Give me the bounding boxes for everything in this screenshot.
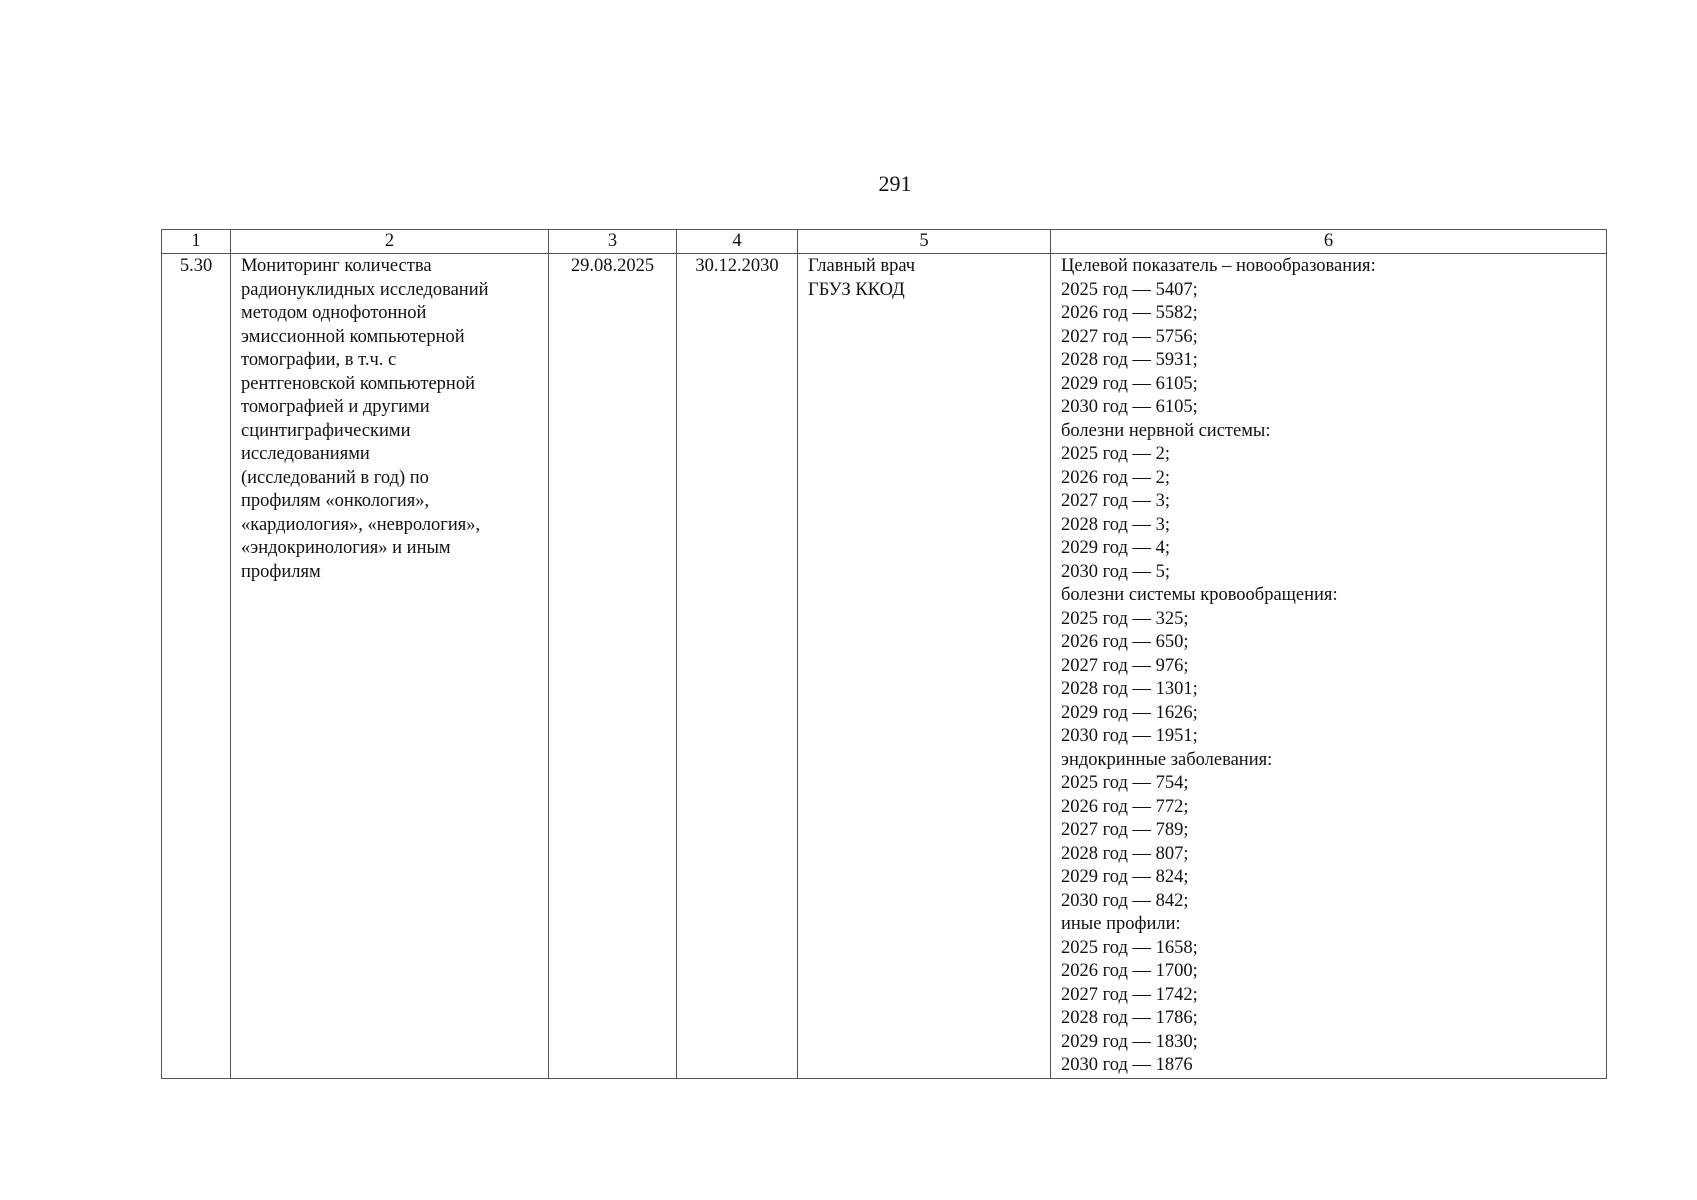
item-number-cell bbox=[162, 254, 231, 1079]
description-line: радионуклидных исследований bbox=[241, 279, 489, 300]
indicator-line: болезни нервной системы: bbox=[1061, 420, 1271, 441]
indicator-line: 2028 год — 1301; bbox=[1061, 679, 1198, 699]
start-date-cell bbox=[549, 254, 677, 1079]
indicator-line: 2027 год — 1742; bbox=[1061, 984, 1198, 1005]
description-line: томографией и другими bbox=[241, 397, 430, 417]
description-line: томографии, в т.ч. с bbox=[241, 350, 397, 370]
indicator-line: 2030 год — 1951; bbox=[1061, 726, 1198, 746]
indicator-line: 2029 год — 6105; bbox=[1061, 373, 1198, 394]
description-cell bbox=[231, 254, 549, 1079]
page-number: 291 bbox=[878, 171, 912, 196]
indicator-line: 2029 год — 1830; bbox=[1061, 1031, 1198, 1052]
column-number-row bbox=[162, 230, 1607, 254]
indicator-line: эндокринные заболевания: bbox=[1061, 749, 1273, 770]
description-line: Мониторинг количества bbox=[241, 256, 432, 276]
description-line: методом однофотонной bbox=[241, 303, 427, 323]
indicator-line: иные профили: bbox=[1061, 914, 1181, 934]
indicator-cell bbox=[1051, 254, 1607, 1079]
start-date: 29.08.2025 bbox=[570, 256, 655, 276]
column-number: 2 bbox=[231, 230, 549, 254]
indicator-line: Целевой показатель – новообразования: bbox=[1061, 256, 1376, 276]
description-line: профилям bbox=[241, 561, 321, 582]
indicator-line: 2026 год — 1700; bbox=[1061, 961, 1198, 981]
indicator-line: 2030 год — 842; bbox=[1061, 890, 1189, 911]
description-line: профилям «онкология», bbox=[241, 491, 430, 511]
plan-table bbox=[161, 229, 1607, 1079]
column-number: 6 bbox=[1051, 230, 1607, 254]
indicator-line: 2026 год — 2; bbox=[1061, 467, 1171, 488]
indicator-line: 2029 год — 4; bbox=[1061, 538, 1171, 558]
indicator-line: 2028 год — 1786; bbox=[1061, 1008, 1198, 1028]
description-line: исследованиями bbox=[241, 444, 370, 464]
indicator-line: 2027 год — 789; bbox=[1061, 820, 1189, 840]
indicator-line: 2027 год — 976; bbox=[1061, 655, 1189, 676]
column-number: 4 bbox=[677, 230, 798, 254]
indicator-line: 2029 год — 1626; bbox=[1061, 702, 1198, 723]
responsible-line: ГБУЗ ККОД bbox=[808, 279, 905, 300]
indicator-line: 2029 год — 824; bbox=[1061, 867, 1189, 887]
indicator-line: 2025 год — 2; bbox=[1061, 444, 1171, 464]
indicator-line: 2027 год — 5756; bbox=[1061, 326, 1198, 347]
column-number: 5 bbox=[798, 230, 1051, 254]
description-line: эмиссионной компьютерной bbox=[241, 326, 465, 347]
indicator-line: болезни системы кровообращения: bbox=[1061, 585, 1338, 605]
indicator-line: 2026 год — 772; bbox=[1061, 796, 1189, 817]
indicator-line: 2026 год — 650; bbox=[1061, 632, 1189, 652]
indicator-line: 2028 год — 807; bbox=[1061, 843, 1189, 864]
responsible-cell bbox=[798, 254, 1051, 1079]
column-number: 1 bbox=[162, 230, 231, 254]
responsible-line: Главный врач bbox=[808, 256, 916, 276]
indicator-line: 2025 год — 754; bbox=[1061, 773, 1189, 793]
description-line: (исследований в год) по bbox=[241, 467, 429, 488]
indicator-line: 2028 год — 3; bbox=[1061, 514, 1171, 535]
description-line: «кардиология», «неврология», bbox=[241, 514, 481, 535]
description-line: «эндокринология» и иным bbox=[241, 538, 451, 558]
end-date-cell bbox=[677, 254, 798, 1079]
description-line: рентгеновской компьютерной bbox=[241, 373, 475, 394]
item-number: 5.30 bbox=[179, 256, 213, 276]
indicator-line: 2025 год — 325; bbox=[1061, 608, 1189, 629]
description-line: сцинтиграфическими bbox=[241, 420, 411, 441]
indicator-line: 2030 год — 1876 bbox=[1061, 1055, 1193, 1075]
indicator-line: 2025 год — 1658; bbox=[1061, 937, 1198, 958]
indicator-line: 2028 год — 5931; bbox=[1061, 350, 1198, 370]
indicator-line: 2030 год — 5; bbox=[1061, 561, 1171, 582]
indicator-line: 2027 год — 3; bbox=[1061, 491, 1171, 511]
column-number: 3 bbox=[549, 230, 677, 254]
indicator-line: 2026 год — 5582; bbox=[1061, 303, 1198, 323]
table-row bbox=[162, 254, 1607, 1079]
end-date: 30.12.2030 bbox=[695, 256, 779, 276]
indicator-line: 2030 год — 6105; bbox=[1061, 397, 1198, 417]
indicator-line: 2025 год — 5407; bbox=[1061, 279, 1198, 300]
